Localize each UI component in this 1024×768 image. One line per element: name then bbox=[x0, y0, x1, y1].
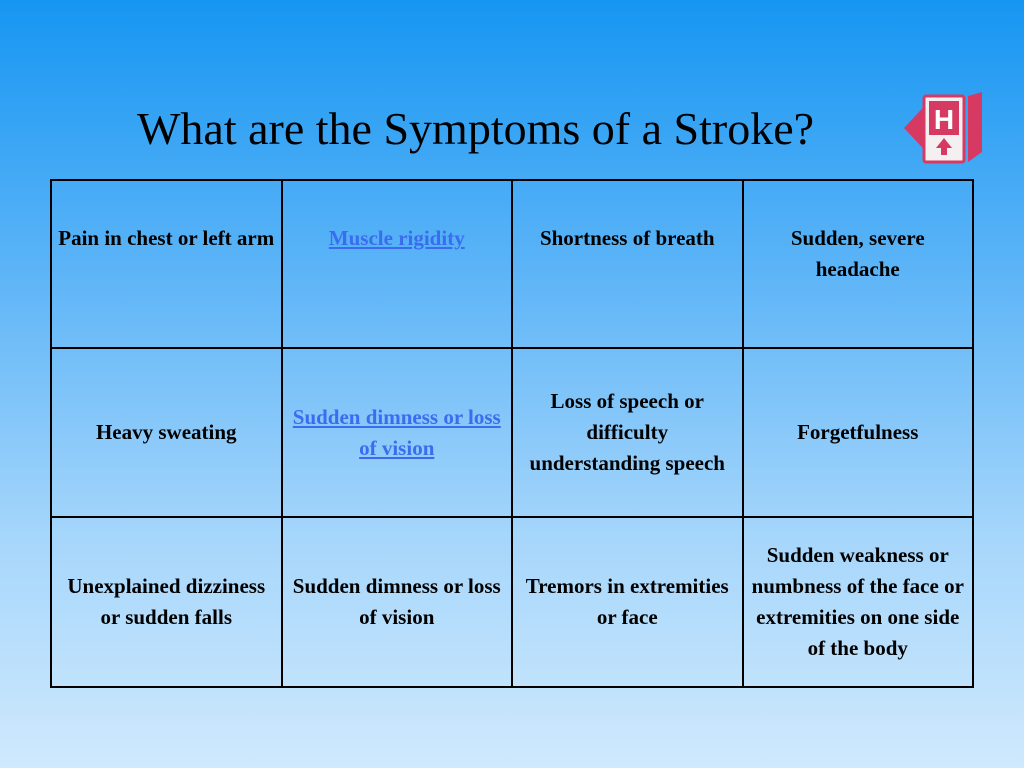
table-cell-tremors: Tremors in extremities or face bbox=[512, 517, 743, 687]
hospital-sign-icon bbox=[902, 92, 984, 168]
table-cell-severe-headache: Sudden, severe headache bbox=[743, 180, 974, 348]
table-cell-dizziness: Unexplained dizziness or sudden falls bbox=[51, 517, 282, 687]
table-row bbox=[51, 517, 973, 687]
table-cell-pain-in-chest: Pain in chest or left arm bbox=[51, 180, 282, 348]
table-cell-forgetfulness: Forgetfulness bbox=[743, 348, 974, 517]
table-cell-dimness-of-vision-link[interactable]: Sudden dimness or loss of vision bbox=[282, 348, 513, 517]
table-cell-shortness-of-breath: Shortness of breath bbox=[512, 180, 743, 348]
table-row bbox=[51, 348, 973, 517]
table-cell-sudden-weakness: Sudden weakness or numbness of the face or extremities on one side of the body bbox=[743, 517, 974, 687]
table-cell-muscle-rigidity-link[interactable]: Muscle rigidity bbox=[282, 180, 513, 348]
slide-title: What are the Symptoms of a Stroke? bbox=[137, 103, 815, 154]
table-cell-dimness-of-vision: Sudden dimness or loss of vision bbox=[282, 517, 513, 687]
symptoms-table bbox=[50, 179, 974, 688]
hospital-sign-letter: H bbox=[933, 104, 955, 135]
table-cell-heavy-sweating: Heavy sweating bbox=[51, 348, 282, 517]
table-cell-loss-of-speech: Loss of speech or difficulty understanding speech bbox=[512, 348, 743, 517]
table-row bbox=[51, 180, 973, 348]
